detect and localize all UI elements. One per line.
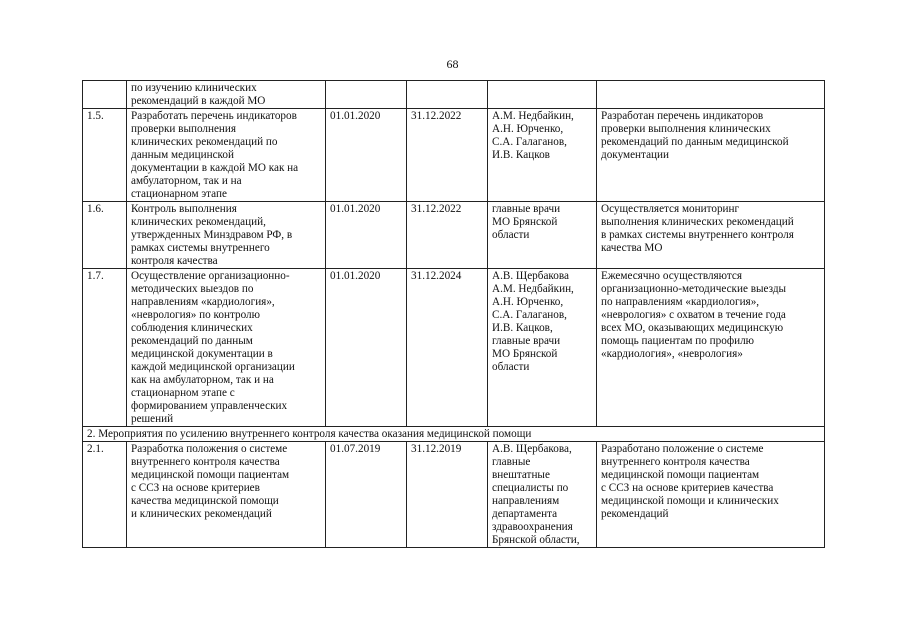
cell-end-date: 31.12.2019: [407, 442, 488, 548]
page-number: 68: [446, 57, 459, 71]
cell-number: [83, 81, 127, 109]
table-row: [83, 269, 825, 427]
cell-task: Разработать перечень индикаторов проверки выполнения клинических рекомендаций по данным медицинской документации в каждой МО как на амбулаторном, так и на стационарном этапе: [127, 109, 326, 202]
cell-number: 1.5.: [83, 109, 127, 202]
cell-responsible: А.М. Недбайкин, А.Н. Юрченко, С.А. Галаганов, И.В. Кацков: [488, 109, 597, 202]
cell-start-date: 01.01.2020: [326, 202, 407, 269]
cell-number: 2.1.: [83, 442, 127, 548]
cell-result: Ежемесячно осуществляются организационно-методические выезды по направлениям «кардиология», «неврология» с охватом в течение года всех МО, оказывающих медицинскую помощь пациентам по профилю «кардиология», «неврология»: [597, 269, 825, 427]
cell-result: Осуществляется мониторинг выполнения клинических рекомендаций в рамках системы внутреннего контроля качества МО: [597, 202, 825, 269]
table-row: [83, 442, 825, 548]
table-row: [83, 81, 825, 109]
cell-task: Контроль выполнения клинических рекомендаций, утвержденных Минздравом РФ, в рамках системы внутреннего контроля качества: [127, 202, 326, 269]
cell-number: 1.7.: [83, 269, 127, 427]
cell-result: Разработан перечень индикаторов проверки выполнения клинических рекомендаций по данным медицинской документации: [597, 109, 825, 202]
section-row: [83, 427, 825, 442]
cell-responsible: главные врачи МО Брянской области: [488, 202, 597, 269]
cell-start-date: 01.01.2020: [326, 269, 407, 427]
cell-task: Осуществление организационно- методических выездов по направлениям «кардиология», «неврология» по контролю соблюдения клинических рекомендаций по данным медицинской документации в каждой медицинской организации как на амбулаторном, так и на стационарном этапе с формированием управленческих решений: [127, 269, 326, 427]
table-row: [83, 202, 825, 269]
cell-end-date: 31.12.2024: [407, 269, 488, 427]
cell-responsible: [488, 81, 597, 109]
cell-start-date: 01.07.2019: [326, 442, 407, 548]
plan-table: [82, 80, 825, 548]
cell-task: по изучению клинических рекомендаций в каждой МО: [127, 81, 326, 109]
cell-end-date: 31.12.2022: [407, 202, 488, 269]
cell-result: Разработано положение о системе внутреннего контроля качества медицинской помощи пациентам с ССЗ на основе критериев качества медицинской помощи и клинических рекомендаций: [597, 442, 825, 548]
section-heading: 2. Мероприятия по усилению внутреннего контроля качества оказания медицинской помощи: [83, 427, 825, 442]
cell-result: [597, 81, 825, 109]
cell-start-date: [326, 81, 407, 109]
cell-start-date: 01.01.2020: [326, 109, 407, 202]
cell-end-date: 31.12.2022: [407, 109, 488, 202]
cell-task: Разработка положения о системе внутреннего контроля качества медицинской помощи пациентам с ССЗ на основе критериев качества медицинской помощи и клинических рекомендаций: [127, 442, 326, 548]
cell-responsible: А.В. Щербакова А.М. Недбайкин, А.Н. Юрченко, С.А. Галаганов, И.В. Кацков, главные врачи МО Брянской области: [488, 269, 597, 427]
cell-end-date: [407, 81, 488, 109]
cell-responsible: А.В. Щербакова, главные внештатные специалисты по направлениям департамента здравоохранения Брянской области,: [488, 442, 597, 548]
table-row: [83, 109, 825, 202]
cell-number: 1.6.: [83, 202, 127, 269]
